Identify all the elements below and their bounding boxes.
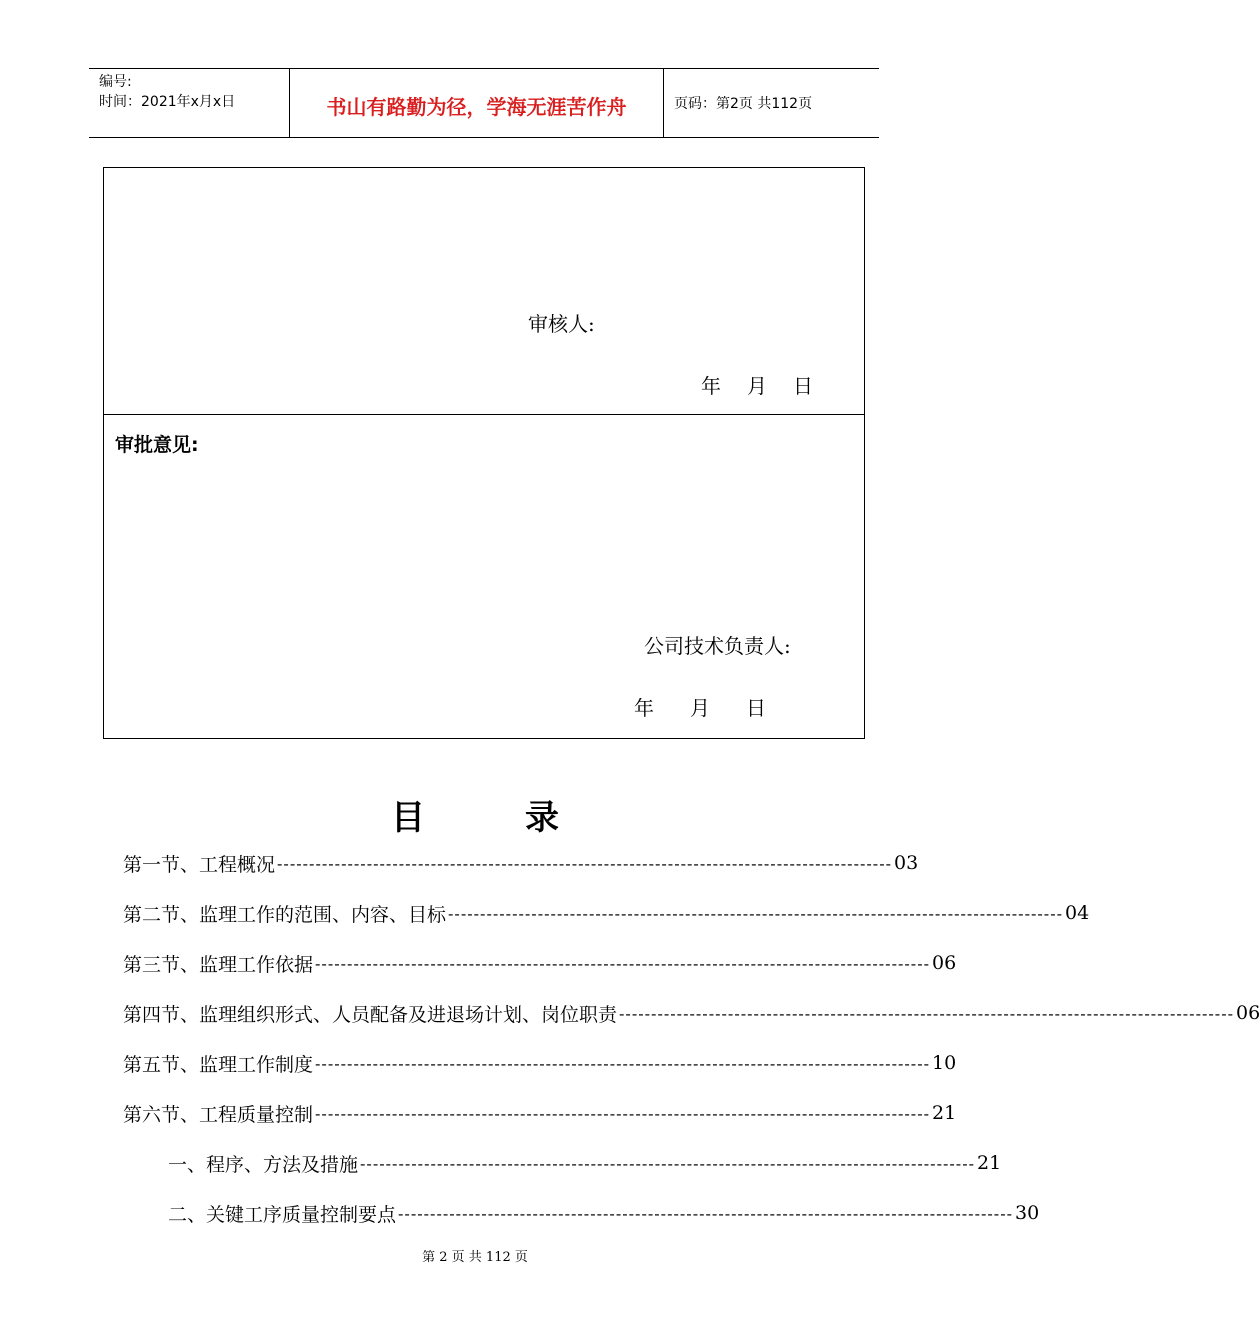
toc-entry[interactable] <box>123 1098 957 1128</box>
header-right-cell <box>664 69 879 137</box>
toc-leader: ------------------------------------------------------------------------------------------------ <box>315 1053 931 1073</box>
toc-leader: ------------------------------------------------------------------------------------------------ <box>315 953 931 973</box>
toc-title-char-2: 录 <box>525 798 559 838</box>
number-label: 编号: <box>99 74 132 90</box>
toc-entry[interactable] <box>123 1048 957 1078</box>
tech-lead-label: 公司技术负责人: <box>644 634 791 658</box>
toc-entry-label: 第五节、监理工作制度 <box>123 1053 314 1076</box>
toc-leader: ------------------------------------------------------------------------------------------------ <box>448 903 1064 923</box>
header-motto: 书山有路勤为径，学海无涯苦作舟 <box>326 95 627 119</box>
header-left-cell <box>89 69 289 137</box>
toc-entry-page: 21 <box>977 1152 1002 1174</box>
approval-table <box>103 167 865 739</box>
page-footer: 第 2 页 共 112 页 <box>422 1250 528 1265</box>
review-date-day: 日 <box>793 374 813 398</box>
time-label: 时间：2021年x月x日 <box>99 94 236 110</box>
approval-date-day: 日 <box>746 696 766 720</box>
toc-title-char-1: 目 <box>391 798 425 838</box>
toc-leader: ------------------------------------------------------------------------------------------------ <box>398 1203 1014 1223</box>
toc-entry-page: 06 <box>932 952 957 974</box>
toc-subentry[interactable] <box>168 1148 1002 1178</box>
toc-leader: ------------------------------------------------------------------------------------------------ <box>360 1153 976 1173</box>
approval-opinion-label: 审批意见: <box>115 434 199 456</box>
table-divider <box>104 414 864 415</box>
toc-subentry[interactable] <box>168 1198 1040 1228</box>
header-middle-cell <box>289 69 664 137</box>
toc-entry-label: 第一节、工程概况 <box>123 853 276 876</box>
review-date <box>701 370 813 399</box>
toc-entry-label: 二、关键工序质量控制要点 <box>168 1203 397 1226</box>
toc-leader: ------------------------------------------------------------------------------------------------ <box>315 1103 931 1123</box>
review-date-year: 年 <box>701 374 721 398</box>
toc-entry[interactable] <box>123 848 919 878</box>
page-header <box>89 68 879 138</box>
toc-entry[interactable] <box>123 948 957 978</box>
toc-entry[interactable] <box>123 998 1260 1028</box>
toc-entry-page: 04 <box>1065 902 1090 924</box>
toc-entry-label: 一、程序、方法及措施 <box>168 1153 359 1176</box>
toc-leader: ------------------------------------------------------------------------------------------------ <box>619 1003 1235 1023</box>
toc-entry-page: 30 <box>1015 1202 1040 1224</box>
toc-entry-label: 第三节、监理工作依据 <box>123 953 314 976</box>
toc-entry-page: 21 <box>932 1102 957 1124</box>
toc-leader: ------------------------------------------------------------------------------------------------ <box>277 853 893 873</box>
approval-date-year: 年 <box>634 696 654 720</box>
approval-date-month: 月 <box>690 696 710 720</box>
toc-entry-page: 03 <box>894 852 919 874</box>
toc-entry-label: 第四节、监理组织形式、人员配备及进退场计划、岗位职责 <box>123 1003 618 1026</box>
reviewer-label: 审核人: <box>528 312 595 336</box>
page-code: 页码：第2页 共112页 <box>674 96 813 112</box>
toc-entry-label: 第二节、监理工作的范围、内容、目标 <box>123 903 447 926</box>
toc-entry[interactable] <box>123 898 1090 928</box>
toc-entry-label: 第六节、工程质量控制 <box>123 1103 314 1126</box>
toc-title <box>0 790 950 839</box>
review-date-month: 月 <box>747 374 767 398</box>
toc-entry-page: 06 <box>1236 1002 1260 1024</box>
approval-date <box>634 692 766 721</box>
toc-entry-page: 10 <box>932 1052 957 1074</box>
